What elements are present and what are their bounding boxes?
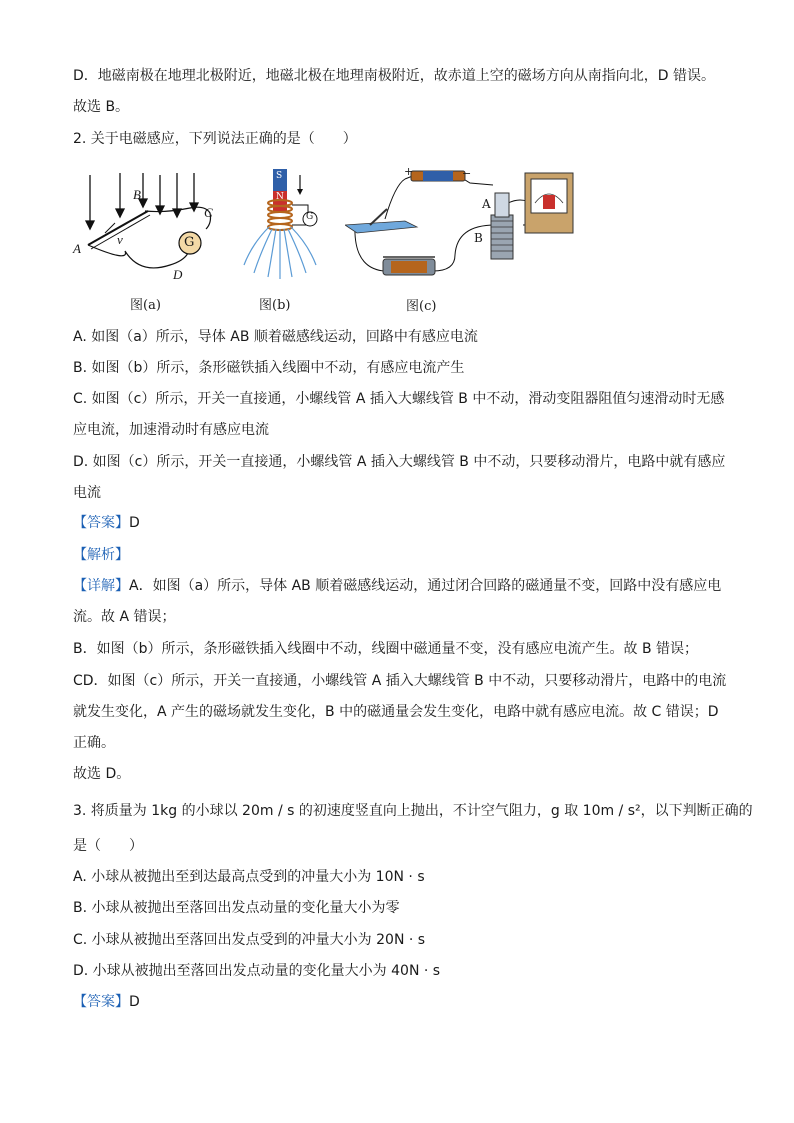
q2-option-c: C. 如图（c）所示，开关一直接通，小螺线管 A 插入大螺线管 B 中不动，滑动变阻器阻值匀速滑动时无感 — [73, 391, 725, 407]
figure-a-diagram — [70, 163, 240, 283]
q2-option-d: D. 如图（c）所示，开关一直接通，小螺线管 A 插入大螺线管 B 中不动，只要移动滑片，电路中就有感应 — [73, 454, 726, 470]
q2-option-c-cont: 应电流，加速滑动时有感应电流 — [73, 422, 269, 438]
figure-c-label-minus: − — [462, 167, 472, 180]
q2-analysis-heading — [73, 545, 129, 565]
q2-stem: 2. 关于电磁感应，下列说法正确的是（ ） — [73, 131, 357, 147]
q2-analysis-line-3: B．如图（b）所示，条形磁铁插入线圈中不动，线圈中磁通量不变，没有感应电流产生。故 B 错误； — [73, 641, 698, 657]
q2-analysis-text-1: A．如图（a）所示，导体 AB 顺着磁感线运动，通过闭合回路的磁通量不变，回路中没有感应电 — [129, 578, 722, 594]
q3-option-b: B. 小球从被抛出至落回出发点动量的变化量大小为零 — [73, 900, 400, 916]
q2-answer-value: D — [129, 515, 140, 531]
q3-answer-value: D — [129, 994, 140, 1010]
q2-figures — [70, 163, 590, 318]
figure-a-label-a: A — [73, 241, 81, 256]
q3-answer-label: 【答案】 — [73, 994, 129, 1010]
q3-stem-line-2: 是（ ） — [73, 838, 143, 854]
q1-option-d-explanation: D．地磁南极在地理北极附近，地磁北极在地理南极附近，故赤道上空的磁场方向从南指向北，D 错误。 — [73, 68, 716, 84]
q2-option-d-cont: 电流 — [73, 485, 101, 501]
q3-option-d: D. 小球从被抛出至落回出发点动量的变化量大小为 40N · s — [73, 963, 441, 979]
q2-answer — [73, 513, 140, 533]
q2-choose: 故选 D。 — [73, 766, 131, 782]
q3-option-c: C. 小球从被抛出至落回出发点受到的冲量大小为 20N · s — [73, 932, 426, 948]
figure-a-label-b: B — [133, 187, 141, 202]
q2-detail-label: 【详解】 — [73, 578, 129, 594]
figure-c-diagram — [345, 165, 575, 290]
q2-analysis-line-1 — [73, 576, 721, 596]
figure-c-caption: 图(c) — [406, 299, 437, 314]
figure-b-caption: 图(b) — [259, 298, 291, 313]
q1-choose: 故选 B。 — [73, 99, 130, 115]
figure-c-label-plus: + — [404, 165, 414, 178]
figure-a-label-v: v — [117, 232, 123, 247]
q3-answer — [73, 992, 140, 1012]
figure-a-label-g: G — [184, 235, 195, 250]
q2-answer-label: 【答案】 — [73, 515, 129, 531]
figure-a-label-d: D — [173, 267, 183, 282]
figure-a-label-c: C — [204, 205, 213, 220]
figure-b-label-g: G — [306, 212, 314, 222]
q2-option-a: A. 如图（a）所示，导体 AB 顺着磁感线运动，回路中有感应电流 — [73, 329, 478, 345]
q2-analysis-line-6: 正确。 — [73, 735, 115, 751]
figure-c-label-a: A — [482, 197, 491, 211]
q2-analysis-line-2: 流。故 A 错误； — [73, 609, 176, 625]
figure-b-label-s: S — [276, 171, 283, 181]
q2-option-b: B. 如图（b）所示，条形磁铁插入线圈中不动，有感应电流产生 — [73, 360, 465, 376]
figure-c-label-b: B — [474, 231, 483, 245]
q3-option-a: A. 小球从被抛出至到达最高点受到的冲量大小为 10N · s — [73, 869, 425, 885]
q2-analysis-line-4: CD．如图（c）所示，开关一直接通，小螺线管 A 插入大螺线管 B 中不动，只要移动滑片，电路中的电流 — [73, 673, 727, 689]
q2-analysis-label: 【解析】 — [73, 547, 129, 563]
figure-b-diagram — [242, 169, 322, 289]
figure-a-caption: 图(a) — [130, 298, 161, 313]
q2-analysis-line-5: 就发生变化，A 产生的磁场就发生变化，B 中的磁通量会发生变化，电路中就有感应电流。故 C 错误；D — [73, 704, 719, 720]
q3-stem-line-1: 3. 将质量为 1kg 的小球以 20m / s 的初速度竖直向上抛出，不计空气阻力，g 取 10m / s²，以下判断正确的 — [73, 803, 753, 819]
figure-b-label-n: N — [276, 192, 284, 202]
